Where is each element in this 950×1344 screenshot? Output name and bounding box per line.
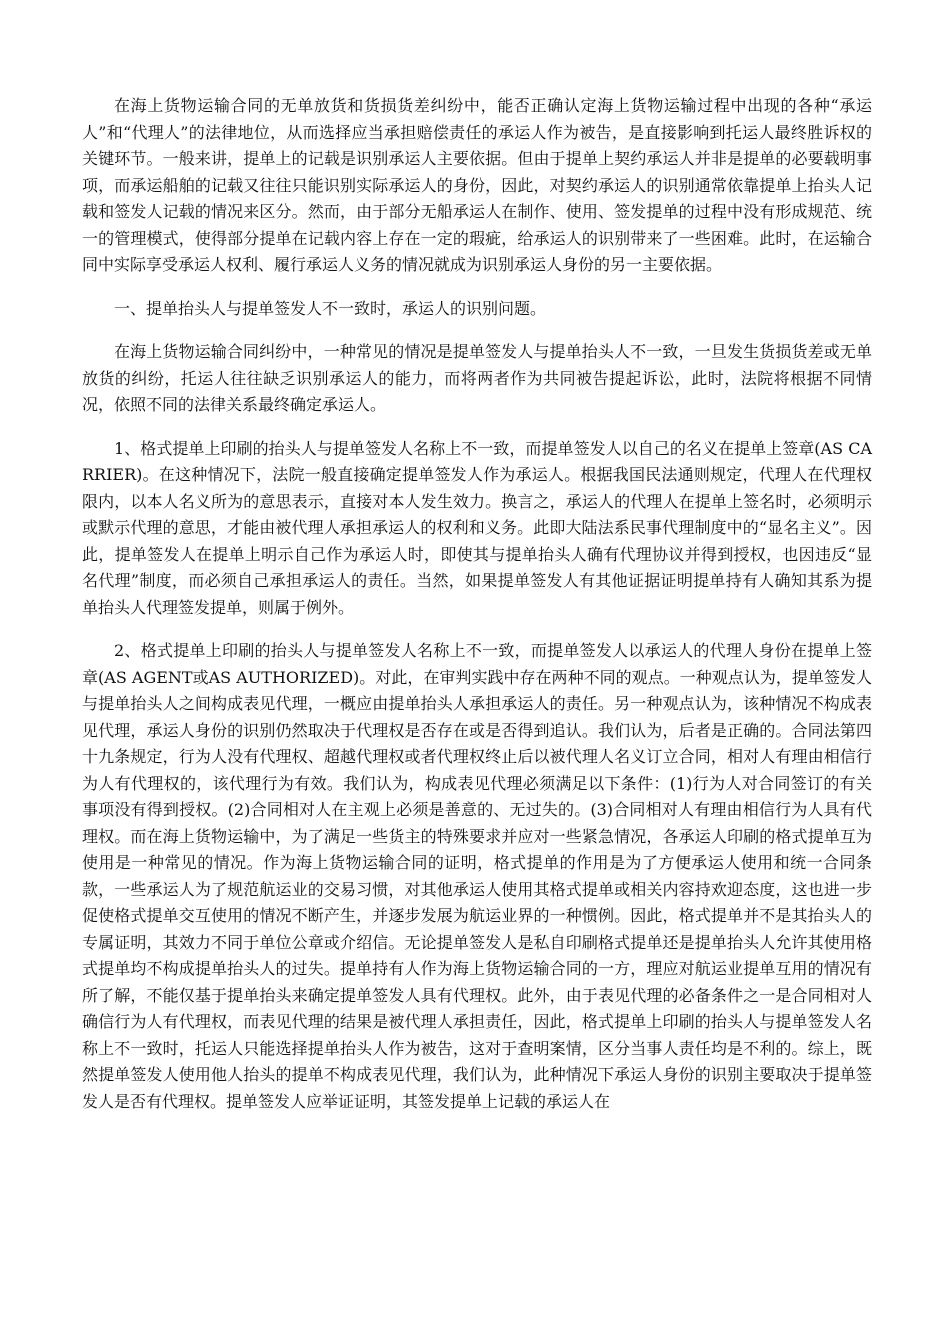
section-heading: 一、提单抬头人与提单签发人不一致时，承运人的识别问题。 [114, 298, 547, 318]
section-intro-paragraph: 在海上货物运输合同纠纷中，一种常见的情况是提单签发人与提单抬头人不一致，一旦发生货损货差或无单放货的纠纷，托运人往往缺乏识别承运人的能力，而将两者作为共同被告提起诉讼，此时，法院将根据不同情况，依照不同的法律关系最终确定承运人。 [82, 342, 872, 414]
document-body [82, 93, 872, 1132]
case-2-paragraph: 2、格式提单上印刷的抬头人与提单签发人名称上不一致，而提单签发人以承运人的代理人身份在提单上签章(AS AGENT或AS AUTHORIZED)。对此，在审判实践中存在两种不同的观点。一种观点认为，提单签发人与提单抬头人之间构成表见代理，一概应由提单抬头人承担承运人的责任。另一种观点认为，该种情况不构成表见代理，承运人身份的识别仍然取决于代理权是否存在或是否得到追认。我们认为，后者是正确的。合同法第四十九条规定，行为人没有代理权、超越代理权或者代理权终止后以被代理人名义订立合同，相对人有理由相信行为人有代理权的，该代理行为有效。我们认为，构成表见代理必须满足以下条件：(1)行为人对合同签订的有关事项没有得到授权。(2)合同相对人在主观上必须是善意的、无过失的。(3)合同相对人有理由相信行为人具有代理权。而在海上货物运输中，为了满足一些货主的特殊要求并应对一些紧急情况，各承运人印刷的格式提单互为使用是一种常见的情况。作为海上货物运输合同的证明，格式提单的作用是为了方便承运人使用和统一合同条款，一些承运人为了规范航运业的交易习惯，对其他承运人使用其格式提单或相关内容持欢迎态度，这也进一步促使格式提单交互使用的情况不断产生，并逐步发展为航运业界的一种惯例。因此，格式提单并不是其抬头人的专属证明，其效力不同于单位公章或介绍信。无论提单签发人是私自印刷格式提单还是提单抬头人允许其使用格式提单均不构成提单抬头人的过失。提单持有人作为海上货物运输合同的一方，理应对航运业提单互用的情况有所了解，不能仅基于提单抬头来确定提单签发人具有代理权。此外，由于表见代理的必备条件之一是合同相对人确信行为人有代理权，而表见代理的结果是被代理人承担责任，因此，格式提单上印刷的抬头人与提单签发人名称上不一致时，托运人只能选择提单抬头人作为被告，这对于查明案情，区分当事人责任均是不利的。综上，既然提单签发人使用他人抬头的提单不构成表见代理，我们认为，此种情况下承运人身份的识别主要取决于提单签发人是否有代理权。提单签发人应举证证明，其签发提单上记载的承运人在 [82, 641, 872, 1111]
intro-paragraph: 在海上货物运输合同的无单放货和货损货差纠纷中，能否正确认定海上货物运输过程中出现的各种“承运人”和“代理人”的法律地位，从而选择应当承担赔偿责任的承运人作为被告，是直接影响到托运人最终胜诉权的关键环节。一般来讲，提单上的记载是识别承运人主要依据。但由于提单上契约承运人并非是提单的必要载明事项，而承运船舶的记载又往往只能识别实际承运人的身份，因此，对契约承运人的识别通常依靠提单上抬头人记载和签发人记载的情况来区分。然而，由于部分无船承运人在制作、使用、签发提单的过程中没有形成规范、统一的管理模式，使得部分提单在记载内容上存在一定的瑕疵，给承运人的识别带来了一些困难。此时，在运输合同中实际享受承运人权利、履行承运人义务的情况就成为识别承运人身份的另一主要依据。 [82, 96, 872, 274]
case-1-paragraph: 1、格式提单上印刷的抬头人与提单签发人名称上不一致，而提单签发人以自己的名义在提单上签章(AS CARRIER)。在这种情况下，法院一般直接确定提单签发人作为承运人。根据我国民法通则规定，代理人在代理权限内，以本人名义所为的意思表示，直接对本人发生效力。换言之，承运人的代理人在提单上签名时，必须明示或默示代理的意思，才能由被代理人承担承运人的权利和义务。此即大陆法系民事代理制度中的“显名主义”。因此，提单签发人在提单上明示自己作为承运人时，即使其与提单抬头人确有代理协议并得到授权，也因违反“显名代理”制度，而必须自己承担承运人的责任。当然，如果提单签发人有其他证据证明提单持有人确知其系为提单抬头人代理签发提单，则属于例外。 [82, 438, 872, 617]
